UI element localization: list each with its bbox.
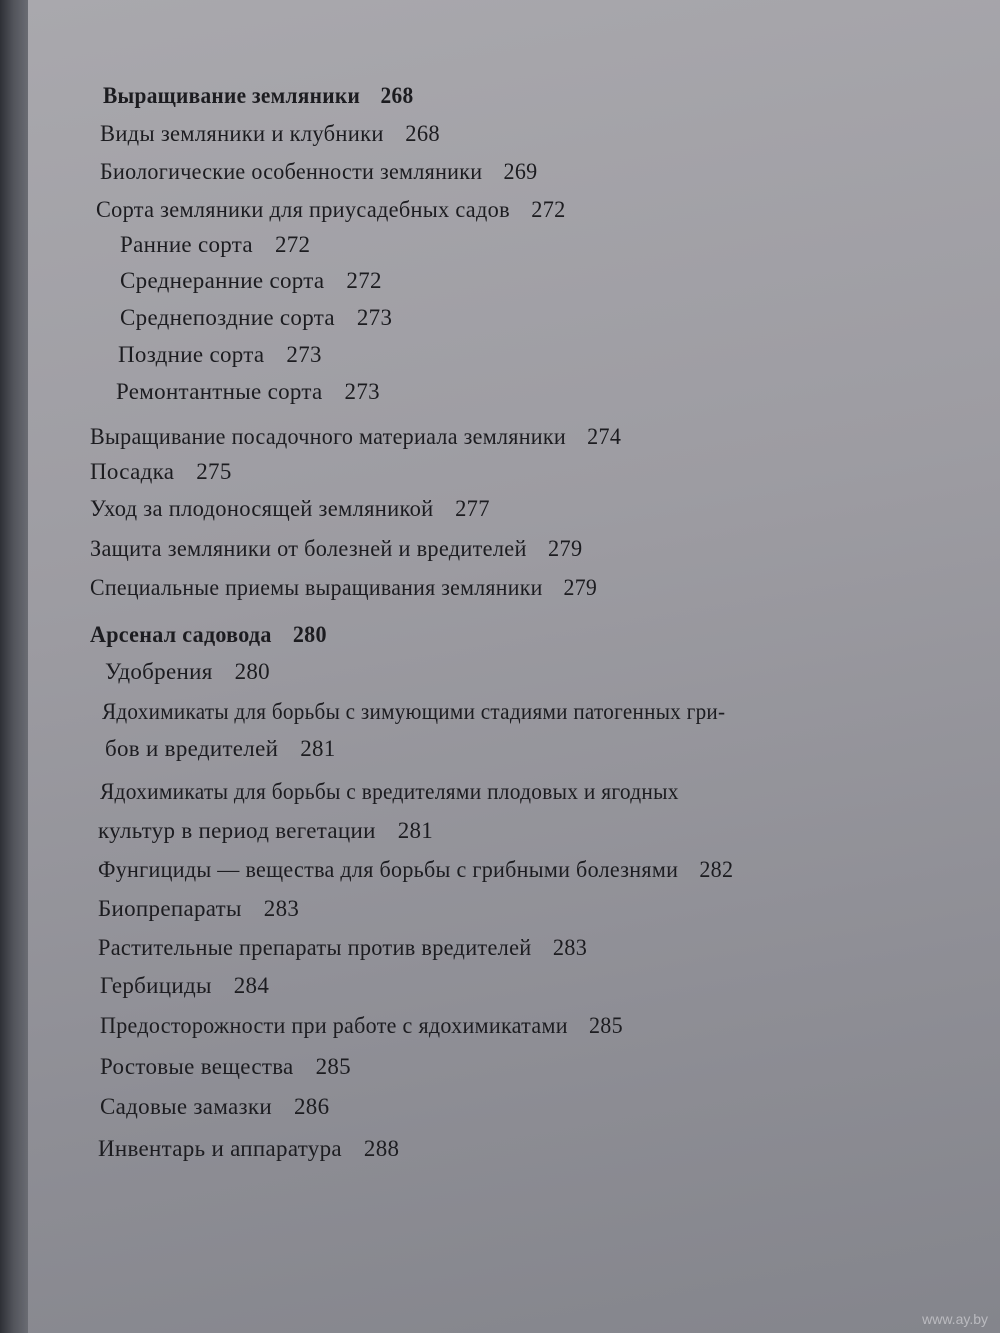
toc-heading <box>103 83 413 109</box>
toc-subentry <box>120 268 382 294</box>
entry-title: Посадка <box>90 459 175 484</box>
page-number: 281 <box>300 736 336 761</box>
entry-title: Защита земляники от болезней и вредителей <box>90 536 527 561</box>
toc-subentry-continued <box>105 736 336 762</box>
entry-title: Среднеранние сорта <box>120 268 325 293</box>
entry-title: Выращивание земляники <box>103 83 361 108</box>
entry-title: Специальные приемы выращивания земляники <box>90 575 543 600</box>
entry-title: культур в период вегетации <box>98 818 376 843</box>
entry-title: Садовые замазки <box>100 1094 272 1119</box>
page-number: 283 <box>552 935 588 960</box>
entry-title: Ядохимикаты для борьбы с зимующими стадиями патогенных гри- <box>102 699 726 724</box>
entry-title: Гербициды <box>100 973 212 998</box>
page-number: 285 <box>315 1054 351 1079</box>
toc-subentry <box>100 779 679 805</box>
entry-title: Ядохимикаты для борьбы с вредителями плодовых и ягодных <box>100 779 679 804</box>
entry-title: Растительные препараты против вредителей <box>98 935 532 960</box>
entry-title: Предосторожности при работе с ядохимикатами <box>100 1013 568 1038</box>
toc-subentry-continued <box>98 818 433 844</box>
toc-entry <box>90 536 582 562</box>
toc-subentry <box>120 232 310 258</box>
page-number: 283 <box>263 896 300 921</box>
page-number: 285 <box>588 1013 623 1038</box>
page-number: 277 <box>455 496 490 521</box>
entry-title: бов и вредителей <box>105 736 279 761</box>
page-number: 284 <box>233 973 270 998</box>
toc-entry <box>100 121 440 147</box>
entry-title: Уход за плодоносящей земляникой <box>90 496 434 521</box>
toc-subentry <box>116 379 380 405</box>
toc-entry <box>90 575 597 601</box>
page-number: 272 <box>531 197 566 222</box>
toc-entry <box>90 459 232 485</box>
page-number: 280 <box>234 659 270 684</box>
page-number: 268 <box>405 121 440 146</box>
watermark: www.ay.by <box>922 1311 988 1327</box>
page-number: 272 <box>346 268 382 293</box>
page-number: 269 <box>503 159 538 184</box>
entry-title: Биопрепараты <box>98 896 242 921</box>
toc-heading <box>90 622 327 648</box>
page-number: 279 <box>548 536 583 561</box>
page-number: 273 <box>344 379 380 404</box>
toc-subentry <box>100 1094 329 1120</box>
page-number: 280 <box>292 622 327 647</box>
toc-subentry <box>100 1013 623 1039</box>
page-number: 274 <box>587 424 622 449</box>
toc-subentry <box>105 659 270 685</box>
entry-title: Удобрения <box>105 659 213 684</box>
entry-title: Инвентарь и аппаратура <box>98 1136 342 1161</box>
entry-title: Фунгициды — вещества для борьбы с грибными болезнями <box>98 857 679 882</box>
page-number: 273 <box>286 342 322 367</box>
page-number: 281 <box>397 818 434 843</box>
entry-title: Среднепоздние сорта <box>120 305 335 330</box>
toc-entry <box>90 496 490 522</box>
entry-title: Ремонтантные сорта <box>116 379 323 404</box>
toc-subentry <box>98 1136 399 1162</box>
entry-title: Виды земляники и клубники <box>100 121 384 146</box>
page-number: 282 <box>699 857 734 882</box>
book-spine-shadow <box>0 0 30 1333</box>
book-page <box>28 0 1000 1333</box>
toc-subentry <box>100 1054 351 1080</box>
toc-entry <box>100 159 538 185</box>
entry-title: Биологические особенности земляники <box>100 159 483 184</box>
page-number: 273 <box>356 305 393 330</box>
page-number: 275 <box>196 459 232 484</box>
toc-entry <box>96 197 566 223</box>
entry-title: Арсенал садовода <box>90 622 272 647</box>
page-number: 286 <box>294 1094 330 1119</box>
page-number: 288 <box>363 1136 400 1161</box>
toc-subentry <box>120 305 392 331</box>
page-number: 268 <box>380 83 414 108</box>
page-number: 279 <box>563 575 598 600</box>
toc-subentry <box>100 973 269 999</box>
toc-subentry <box>98 935 587 961</box>
entry-title: Поздние сорта <box>118 342 265 367</box>
toc-subentry <box>102 699 725 725</box>
entry-title: Сорта земляники для приусадебных садов <box>96 197 510 222</box>
entry-title: Выращивание посадочного материала земляники <box>90 424 567 449</box>
toc-subentry <box>118 342 322 368</box>
toc-entry <box>90 424 621 450</box>
page-number: 272 <box>274 232 311 257</box>
toc-subentry <box>98 896 299 922</box>
entry-title: Ранние сорта <box>120 232 253 257</box>
toc-subentry <box>98 857 733 883</box>
entry-title: Ростовые вещества <box>100 1054 294 1079</box>
